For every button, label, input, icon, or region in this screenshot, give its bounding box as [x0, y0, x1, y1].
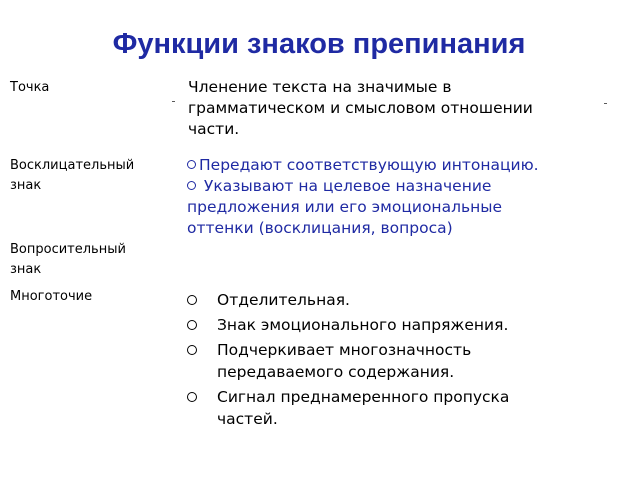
- list-item: Сигнал преднамеренного пропуска частей.: [187, 386, 509, 430]
- term-ellipsis-label: Многоточие: [10, 289, 93, 304]
- circle-bullet-icon: [187, 295, 197, 305]
- description-period-line-1: Членение текста на значимые в: [188, 78, 452, 96]
- circle-bullet-icon: [187, 392, 197, 402]
- description-eq-line-2: Указывают на целевое назначение: [187, 176, 539, 197]
- term-ellipsis: [10, 287, 92, 307]
- page-title: Функции знаков препинания: [112, 28, 526, 60]
- list-item: Подчеркивает многозначность передаваемого содержания.: [187, 339, 509, 383]
- description-eq-line-1: Передают соответствующую интонацию.: [187, 155, 539, 176]
- divider-mark: [172, 101, 175, 102]
- description-eq-line-4: оттенки (восклицания, вопроса): [187, 219, 453, 237]
- term-period-label: Точка: [10, 80, 50, 95]
- circle-bullet-icon: [187, 345, 197, 355]
- term-exclamation-line-1: Восклицательный: [10, 158, 135, 173]
- term-exclamation: [10, 156, 134, 196]
- circle-bullet-icon: [187, 181, 196, 190]
- description-period-line-3: части.: [188, 120, 240, 138]
- ellipsis-functions-list: [187, 289, 509, 433]
- description-eq-line-3: предложения или его эмоциональные: [187, 198, 503, 216]
- list-item: Знак эмоционального напряжения.: [187, 314, 509, 336]
- term-question: [10, 240, 126, 280]
- circle-bullet-icon: [187, 160, 196, 169]
- description-period-line-2: грамматическом и смысловом отношении: [188, 99, 533, 117]
- term-period: [10, 78, 49, 98]
- description-exclamation-question: [187, 155, 539, 239]
- description-period: [188, 77, 533, 140]
- term-question-line-2: знак: [10, 262, 42, 277]
- divider-mark: [604, 103, 607, 104]
- term-exclamation-line-2: знак: [10, 178, 42, 193]
- list-item: Отделительная.: [187, 289, 509, 311]
- term-question-line-1: Вопросительный: [10, 242, 126, 257]
- circle-bullet-icon: [187, 320, 197, 330]
